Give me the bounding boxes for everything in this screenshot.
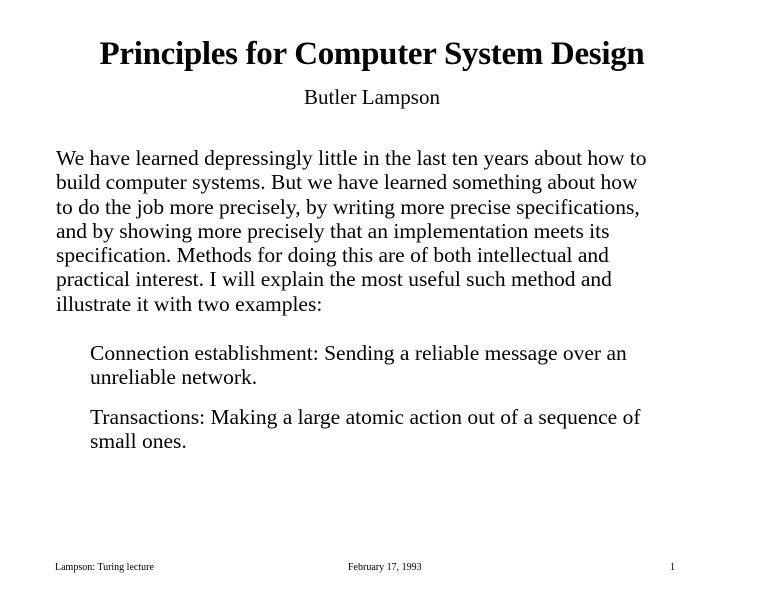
footer-left-label: Lampson: Turing lecture bbox=[55, 562, 154, 573]
slide-title: Principles for Computer System Design bbox=[99, 36, 645, 72]
paragraph-line: We have learned depressingly little in the last ten years about how to bbox=[56, 146, 647, 170]
example-connection-establishment bbox=[90, 341, 730, 390]
example-transactions bbox=[90, 405, 730, 454]
paragraph-line: to do the job more precisely, by writing more precise specifications, bbox=[56, 194, 640, 219]
paragraph-line: build computer systems. But we have learned something about how bbox=[56, 170, 638, 195]
example-line: Transactions: Making a large atomic action out of a sequence of bbox=[90, 405, 641, 429]
abstract-paragraph bbox=[56, 146, 746, 316]
footer-page-number: 1 bbox=[670, 562, 675, 573]
paragraph-line: specification. Methods for doing this are of both intellectual and bbox=[56, 243, 609, 268]
paragraph-line: practical interest. I will explain the most useful such method and bbox=[56, 267, 612, 292]
paragraph-line: illustrate it with two examples: bbox=[56, 291, 323, 316]
author-name: Butler Lampson bbox=[304, 85, 440, 109]
example-line: unreliable network. bbox=[90, 365, 258, 390]
footer-date: February 17, 1993 bbox=[348, 562, 422, 573]
example-line: Connection establishment: Sending a reliable message over an bbox=[90, 341, 627, 365]
example-line: small ones. bbox=[90, 429, 187, 454]
paragraph-line: and by showing more precisely that an implementation meets its bbox=[56, 218, 610, 243]
